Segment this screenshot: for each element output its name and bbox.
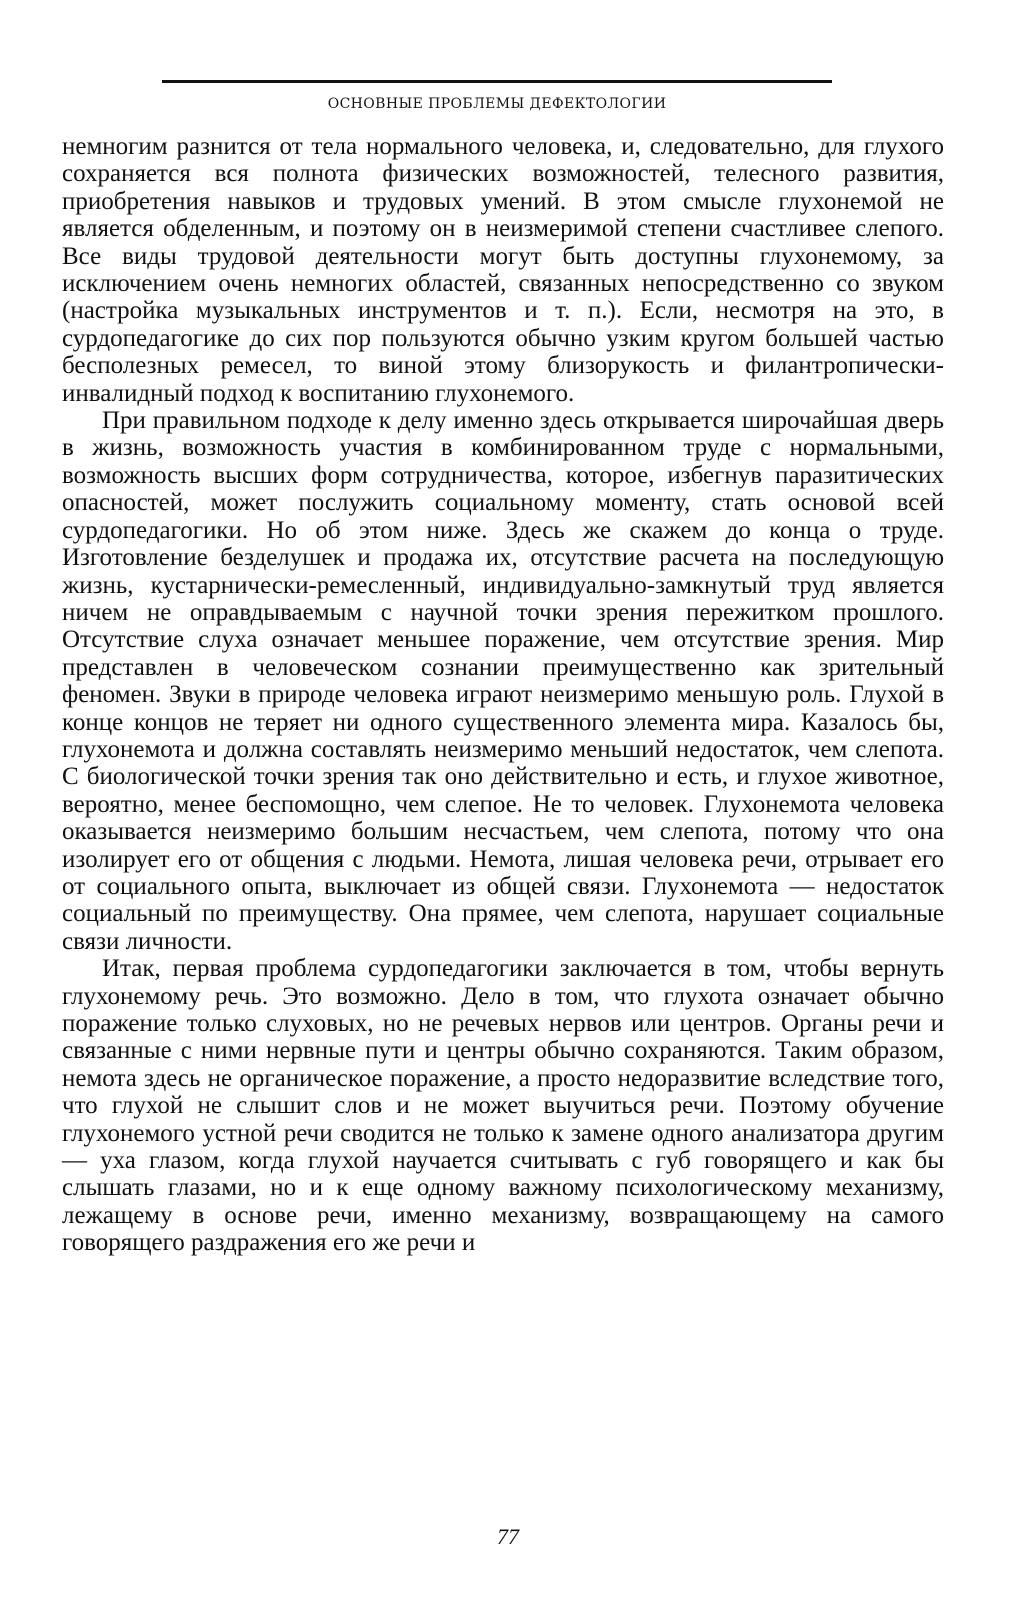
page-number: 77 <box>497 1524 519 1549</box>
paragraph: При правильном подходе к делу именно здесь открывается широчайшая дверь в жизнь, возможность участия в комбинированном труде с нормальными, возможность высших форм сотрудничества, которое, избегнув паразитических опасностей, может послужить социальному моменту, стать основой всей сурдопедагогики. Но об этом ниже. Здесь же скажем до конца о труде. Изготовление безделушек и продажа их, отсутствие расчета на последующую жизнь, кустарнически-ремесленный, индивидуально-замкнутый труд является ничем не оправдываемым с научной точки зрения пережитком прошлого. Отсутствие слуха означает меньшее поражение, чем отсутствие зрения. Мир представлен в человеческом сознании преимущественно как зрительный феномен. Звуки в природе человека играют неизмеримо меньшую роль. Глухой в конце концов не теряет ни одного существенного элемента мира. Казалось бы, глухонемота и должна составлять неизмеримо меньший недостаток, чем слепота. С биологической точки зрения так оно действительно и есть, и глухое животное, вероятно, менее беспомощно, чем слепое. Не то человек. Глухонемота человека оказывается неизмеримо большим несчастьем, чем слепота, потому что она изолирует его от общения с людьми. Немота, лишая человека речи, отрывает его от социального опыта, выключает из общей связи. Глухонемота — недостаток социальный по преимуществу. Она прямее, чем слепота, нарушает социальные связи личности. <box>62 407 944 955</box>
paragraph: немногим разнится от тела нормального человека, и, следовательно, для глухого сохраняется вся полнота физических возможностей, телесного развития, приобретения навыков и трудовых умений. В этом смысле глухонемой не является обделенным, и поэтому он в неизмеримой степени счастливее слепого. Все виды трудовой деятельности могут быть доступны глухонемому, за исключением очень немногих областей, связанных непосредственно со звуком (настройка музыкальных инструментов и т. п.). Если, несмотря на это, в сурдопедагогике до сих пор пользуются обычно узким кругом большей частью бесполезных ремесел, то виной этому близорукость и филантропически-инвалидный подход к воспитанию глухонемого. <box>62 133 944 407</box>
paragraph: Итак, первая проблема сурдопедагогики заключается в том, чтобы вернуть глухонемому речь. Это возможно. Дело в том, что глухота означает обычно поражение только слуховых, но не речевых нервов или центров. Органы речи и связанные с ними нервные пути и центры обычно сохраняются. Таким образом, немота здесь не органическое поражение, а просто недоразвитие вследствие того, что глухой не слышит слов и не может выучиться речи. Поэтому обучение глухонемого устной речи сводится не только к замене одного анализатора другим — уха глазом, когда глухой научается считывать с губ говорящего и как бы слышать глазами, но и к еще одному важному психологическому механизму, лежащему в основе речи, именно механизму, возвращающему на самого говорящего раздражения его же речи и <box>62 955 944 1257</box>
header-rule <box>162 80 832 83</box>
running-head: ОСНОВНЫЕ ПРОБЛЕМЫ ДЕФЕКТОЛОГИИ <box>327 96 667 112</box>
body-text <box>62 133 944 1257</box>
